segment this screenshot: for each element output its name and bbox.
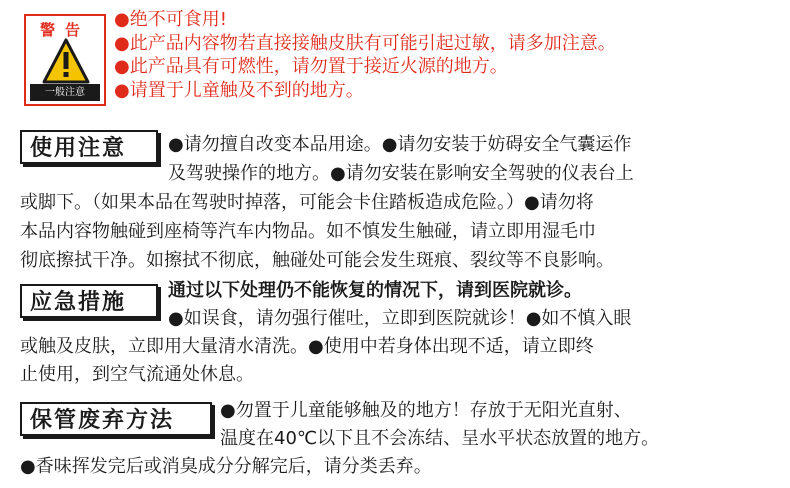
emergency-line: 通过以下处理仍不能恢复的情况下，请到医院就诊。 bbox=[168, 280, 582, 301]
storage-line: ●香味挥发完后或消臭成分分解完后，请分类丢弃。 bbox=[20, 456, 432, 477]
usage-line: ●请勿擅自改变本品用途。●请勿安装于妨碍安全气囊运作 bbox=[168, 134, 632, 155]
emergency-section bbox=[20, 276, 780, 388]
emergency-line: 止使用，到空气流通处休息。 bbox=[20, 364, 254, 385]
storage-label: 保管废弃方法 bbox=[20, 402, 212, 436]
warning-triangle-icon bbox=[42, 38, 90, 84]
storage-section bbox=[20, 396, 780, 484]
usage-line: 本品内容物触碰到座椅等汽车内物品。如不慎发生触碰，请立即用湿毛巾 bbox=[20, 221, 596, 242]
usage-line: 或脚下。（如果本品在驾驶时掉落，可能会卡住踏板造成危险。）●请勿将 bbox=[20, 192, 594, 213]
warning-lines bbox=[114, 8, 616, 102]
emergency-label: 应急措施 bbox=[20, 284, 158, 318]
warning-line: ●请置于儿童触及不到的地方。 bbox=[114, 79, 364, 101]
warning-line: ●绝不可食用! bbox=[114, 9, 227, 30]
warning-badge bbox=[24, 14, 106, 106]
emergency-line: 或触及皮肤，立即用大量清水清洗。●使用中若身体出现不适，请立即终 bbox=[20, 336, 594, 357]
storage-line: ●勿置于儿童能够触及的地方！存放于无阳光直射、 bbox=[220, 400, 632, 421]
usage-label: 使用注意 bbox=[20, 130, 158, 164]
warning-subtitle: 一般注意 bbox=[30, 84, 100, 101]
storage-line: 温度在40℃以下且不会冻结、呈水平状态放置的地方。 bbox=[220, 428, 660, 449]
usage-line: 及驾驶操作的地方。●请勿安装在影响安全驾驶的仪表台上 bbox=[168, 163, 634, 184]
usage-section bbox=[20, 130, 780, 270]
warning-title: 警告 bbox=[39, 21, 90, 39]
warning-line: ●此产品内容物若直接接触皮肤有可能引起过敏，请多加注意。 bbox=[114, 32, 616, 54]
warning-line: ●此产品具有可燃性，请勿置于接近火源的地方。 bbox=[114, 56, 508, 77]
usage-line: 彻底擦拭干净。如擦拭不彻底，触碰处可能会发生斑痕、裂纹等不良影响。 bbox=[20, 250, 614, 271]
emergency-line: ●如误食，请勿强行催吐，立即到医院就诊！●如不慎入眼 bbox=[168, 308, 632, 329]
